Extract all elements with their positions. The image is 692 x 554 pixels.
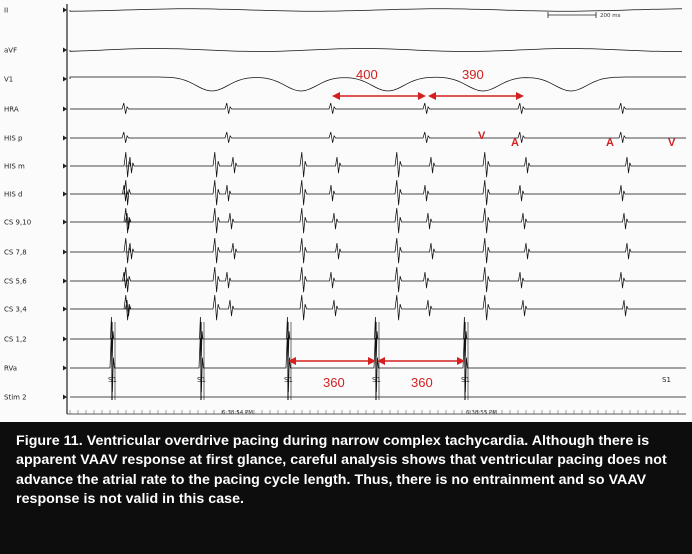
lead-cs-3-4 (4, 295, 686, 320)
pacing-interval-1-label: 360 (323, 375, 345, 390)
figure-caption (0, 422, 692, 554)
lead-trace (70, 267, 686, 292)
lead-label: CS 1,2 (4, 335, 27, 344)
lead-trace (70, 9, 682, 11)
lead-label: II (4, 6, 9, 15)
lead-cs-7-8 (4, 238, 686, 263)
lead-label: CS 7,8 (4, 248, 27, 257)
lead-rva (4, 335, 686, 392)
lead-trace (70, 77, 686, 91)
timestamp-1: 6:38:54 PM (222, 410, 254, 416)
lead-v1 (4, 76, 686, 92)
lead-cs-9-10 (4, 208, 686, 233)
lead-traces (4, 7, 686, 402)
lead-label: CS 9,10 (4, 218, 32, 227)
stim-label: S1 (108, 376, 117, 384)
his-marker-a1: A (511, 137, 519, 149)
lead-hra (4, 103, 686, 114)
lead-label: V1 (4, 75, 14, 84)
atrial-interval-2-label: 390 (462, 67, 484, 82)
pacing-interval-1 (288, 357, 376, 390)
lead-trace (70, 49, 682, 52)
pacing-spike (197, 322, 206, 400)
lead-stim-2 (4, 394, 686, 402)
lead-trace (70, 180, 686, 205)
lead-label: Stim 2 (4, 393, 27, 402)
lead-trace (70, 317, 686, 357)
his-marker-a2: A (606, 137, 614, 149)
lead-his-m (4, 152, 686, 177)
lead-his-d (4, 180, 686, 205)
pacing-spike (108, 322, 117, 400)
pacing-interval-2 (377, 357, 465, 390)
his-marker-v1: V (478, 130, 486, 142)
pacing-interval-2-label: 360 (411, 375, 433, 390)
time-ticks (70, 410, 678, 414)
stim-label: S1 (284, 376, 293, 384)
lead-label: HIS p (4, 134, 23, 143)
lead-label: aVF (4, 46, 18, 55)
lead-label: HIS m (4, 162, 25, 171)
atrial-interval-1 (332, 67, 426, 100)
lead-cs-1-2 (4, 317, 686, 357)
timestamp-2: 6:38:55 PM (466, 410, 498, 416)
stim-label: S1 (372, 376, 381, 384)
lead-his-p (4, 132, 686, 143)
atrial-interval-1-label: 400 (356, 67, 378, 82)
lead-cs-5-6 (4, 267, 686, 292)
atrial-interval-2 (428, 67, 524, 100)
lead-trace (70, 238, 686, 263)
caption-text: Figure 11. Ventricular overdrive pacing during narrow complex tachycardia. Although there is apparent VAAV response at first glance, careful analysis shows that ventricular pacing does not advance the atrial rate to the pacing cycle length. Thus, there is no entrainment and so VAAV response is not valid in this case. (16, 433, 667, 508)
stim-label: S1 (197, 376, 206, 384)
lead-label: HRA (4, 105, 19, 114)
lead-trace (70, 295, 686, 320)
lead-trace (70, 103, 686, 114)
scale-label: 200 ms (600, 13, 621, 19)
stim-label: S1 (461, 376, 470, 384)
lead-label: CS 5,6 (4, 277, 27, 286)
lead-trace (70, 208, 686, 233)
lead-avf (4, 47, 682, 55)
lead-label: CS 3,4 (4, 305, 27, 314)
stim-label: S1 (662, 376, 671, 384)
lead-ii (4, 7, 682, 15)
lead-trace (70, 152, 686, 177)
lead-label: RVa (4, 364, 18, 373)
lead-label: HIS d (4, 190, 23, 199)
lead-trace (70, 132, 686, 143)
his-marker-v2: V (668, 137, 676, 149)
